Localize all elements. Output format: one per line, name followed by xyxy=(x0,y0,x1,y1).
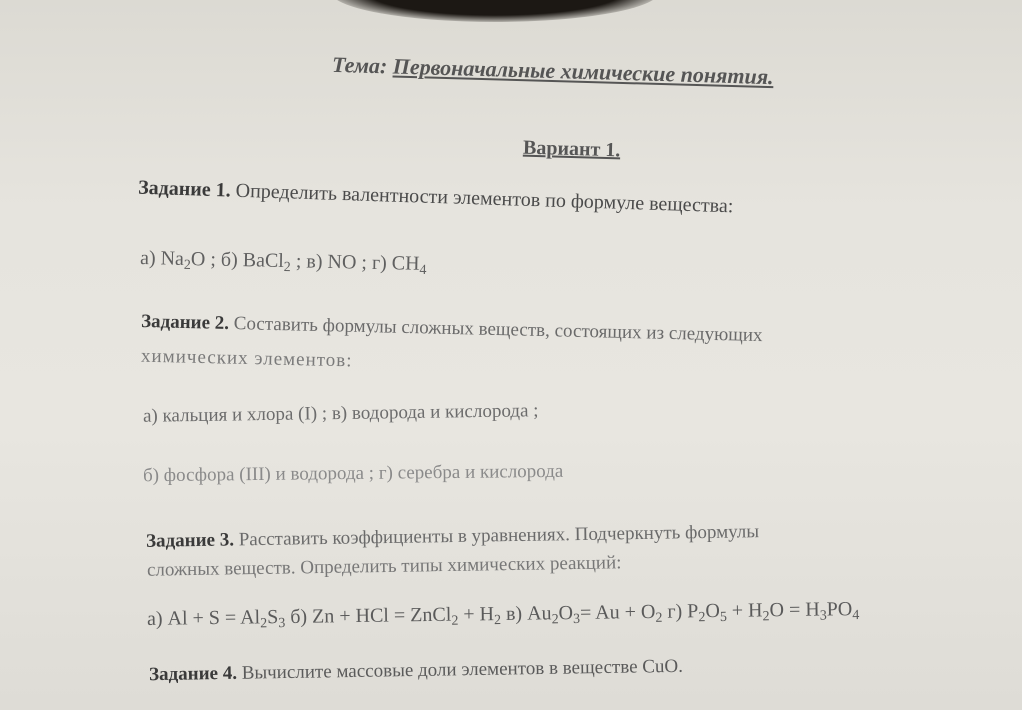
formula-sub: 4 xyxy=(419,262,427,278)
task3-label: Задание 3. xyxy=(145,529,235,552)
eq-part: S xyxy=(266,606,279,629)
variant-heading: Вариант 1. xyxy=(522,136,621,162)
task4-text: Вычислите массовые доли элементов в веществе CuO. xyxy=(241,655,684,684)
formula-part: ; в) NO ; г) CH xyxy=(290,250,420,275)
formula-sub: 2 xyxy=(283,260,291,276)
task3-equations xyxy=(147,598,860,634)
eq-part: в) Au xyxy=(500,602,552,626)
formula-part: а) Na xyxy=(139,247,185,270)
task2-label: Задание 2. xyxy=(140,310,230,334)
task2-text-line2: химических элементов: xyxy=(140,345,353,372)
topic-title: Первоначальные химические понятия. xyxy=(392,53,774,90)
eq-part: б) Zn + HCl = ZnCl xyxy=(285,603,452,629)
eq-part: + H xyxy=(458,603,495,626)
eq-part: а) Al + S = Al xyxy=(146,606,261,630)
eq-sub: 5 xyxy=(719,609,728,625)
eq-sub: 2 xyxy=(451,613,459,629)
eq-sub: 2 xyxy=(494,613,502,629)
task3-text-line2: сложных веществ. Определить типы химических реакций: xyxy=(146,552,622,581)
eq-part: O = H xyxy=(769,598,820,622)
finger-shadow xyxy=(330,0,660,22)
task1-label: Задание 1. xyxy=(137,176,232,202)
eq-sub: 2 xyxy=(698,610,706,626)
task2-line-a: а) кальция и хлора (I) ; в) водорода и кислорода ; xyxy=(142,400,539,427)
eq-sub: 3 xyxy=(573,611,581,628)
eq-sub: 3 xyxy=(278,616,286,632)
eq-part: г) P xyxy=(662,600,699,623)
task2-line-b: б) фосфора (III) и водорода ; г) серебра и кислорода xyxy=(142,460,564,487)
topic-prefix: Тема: xyxy=(331,51,388,79)
topic-heading xyxy=(332,52,774,90)
task3-heading xyxy=(146,521,759,553)
eq-sub: 2 xyxy=(762,609,770,625)
task1-heading xyxy=(138,177,734,219)
task1-text: Определить валентности элементов по формуле вещества: xyxy=(235,179,734,218)
task2-heading xyxy=(141,311,763,347)
task4-heading xyxy=(149,656,683,686)
eq-sub: 4 xyxy=(852,608,860,624)
eq-part: PO xyxy=(826,598,853,621)
task4-label: Задание 4. xyxy=(148,662,238,686)
task2-text-line1: Составить формулы сложных веществ, состоящих из следующих xyxy=(233,313,763,347)
eq-sub: 2 xyxy=(551,612,559,628)
task3-text-line1: Расставить коэффициенты в уравнениях. Подчеркнуть формулы xyxy=(238,521,760,551)
formula-part: O ; б) BaCl xyxy=(190,248,285,273)
eq-sub: 2 xyxy=(655,610,663,626)
eq-part: = Au + O xyxy=(579,600,656,624)
eq-part: + H xyxy=(726,599,763,622)
eq-part: O xyxy=(705,599,720,623)
formula-sub: 2 xyxy=(183,257,191,274)
task1-answers xyxy=(140,247,427,279)
eq-sub: 3 xyxy=(819,608,827,624)
eq-part: O xyxy=(558,602,574,625)
eq-sub: 2 xyxy=(260,616,268,632)
